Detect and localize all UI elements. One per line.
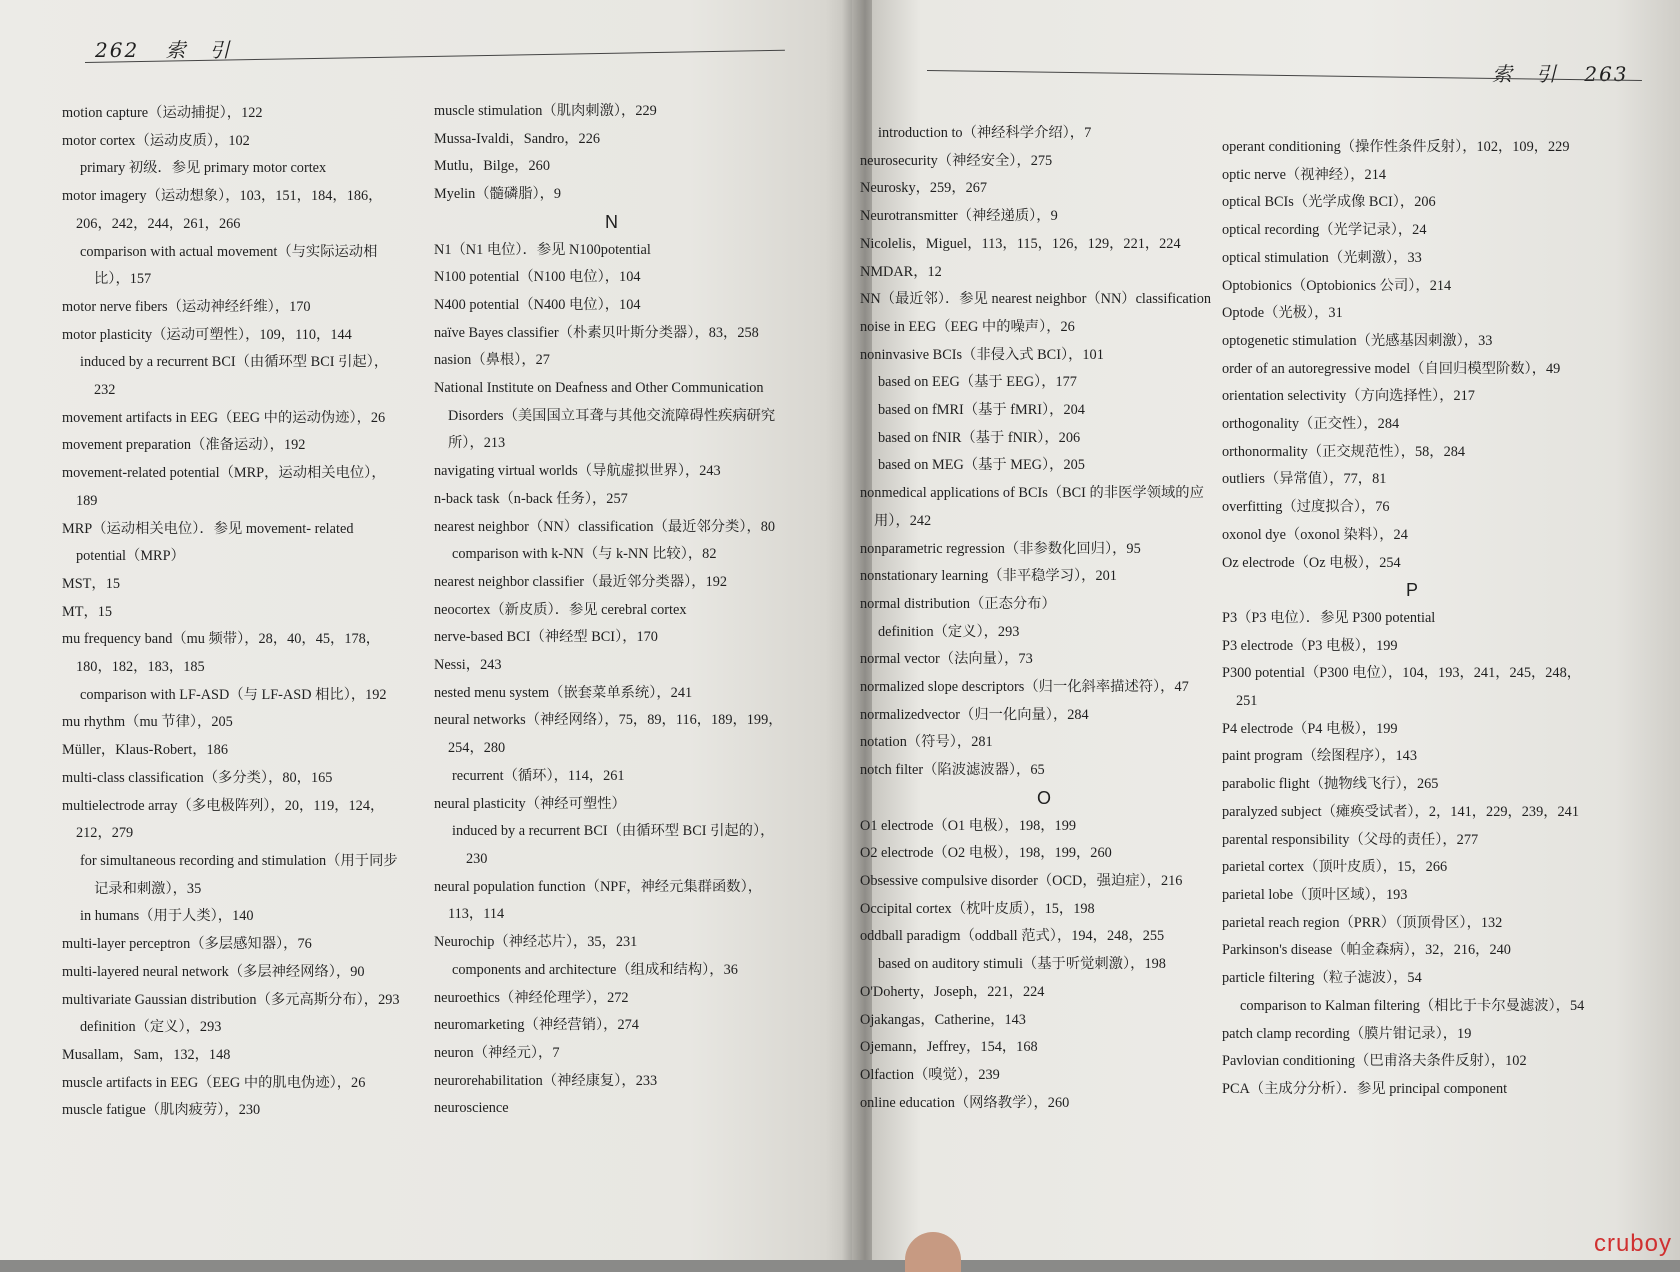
index-entry: navigating virtual worlds（导航虚拟世界），243 (434, 463, 721, 480)
index-entry: normal vector（法向量），73 (860, 651, 1033, 668)
index-entry: N1（N1 电位）．参见 N100potential (434, 241, 651, 258)
index-subentry: for simultaneous recording and stimulation（用于同步记录和刺激），35 (80, 852, 398, 897)
index-entry: motor cortex（运动皮质），102 (62, 132, 250, 149)
index-entry: muscle fatigue（肌肉疲劳），230 (62, 1102, 261, 1119)
right-page (860, 0, 1680, 1260)
index-entry: neuromarketing（神经营销），274 (434, 1017, 639, 1034)
watermark: cruboy (1593, 1230, 1672, 1257)
index-entry: Nessi，243 (434, 657, 502, 674)
index-entry: multi-class classification（多分类），80，165 (62, 769, 333, 786)
index-subentry: based on MEG（基于 MEG），205 (878, 457, 1085, 474)
left-column-2 (434, 98, 789, 1123)
index-entry: Ojakangas，Catherine，143 (860, 1011, 1026, 1028)
index-entry: paralyzed subject（瘫痪受试者），2，141，229，239，241 (1222, 803, 1579, 820)
index-entry: Pavlovian conditioning（巴甫洛夫条件反射），102 (1222, 1053, 1527, 1070)
index-entry: Myelin（髓磷脂），9 (434, 186, 562, 203)
index-entry: parental responsibility（父母的责任），277 (1222, 831, 1479, 848)
index-entry: movement-related potential（MRP，运动相关电位），189 (62, 465, 386, 509)
index-entry: nonstationary learning（非平稳学习），201 (860, 568, 1117, 585)
index-entry: normalizedvector（归一化向量），284 (860, 706, 1089, 723)
left-column-1 (62, 100, 407, 1125)
index-entry: neurosecurity（神经安全），275 (860, 152, 1053, 169)
index-entry: nonmedical applications of BCIs（BCI 的非医学领域的应用），242 (860, 485, 1204, 529)
index-entry: Optobionics（Optobionics 公司），214 (1222, 277, 1452, 294)
index-entry: NN（最近邻）．参见 nearest neighbor（NN）classification (860, 291, 1211, 308)
index-subentry: based on fMRI（基于 fMRI），204 (878, 402, 1085, 419)
index-entry: motion capture（运动捕捉），122 (62, 105, 263, 121)
index-entry: Neurotransmitter（神经递质），9 (860, 208, 1058, 225)
index-entry: overfitting（过度拟合），76 (1222, 499, 1390, 516)
index-entry: O'Doherty，Joseph，221，224 (860, 983, 1045, 1000)
index-entry: Optode（光极），31 (1222, 305, 1343, 322)
index-entry: MT，15 (62, 603, 113, 620)
index-entry: MST，15 (62, 575, 120, 592)
index-entry: mu frequency band（mu 频带），28，40，45，178，180，182，183，185 (62, 631, 381, 676)
index-entry: optical recording（光学记录），24 (1222, 222, 1427, 239)
index-entry: optogenetic stimulation（光感基因刺激），33 (1222, 332, 1493, 349)
index-entry: multielectrode array（多电极阵列），20，119，124，212，279 (62, 797, 385, 842)
index-entry: neuron（神经元），7 (434, 1044, 560, 1061)
index-entry: oxonol dye（oxonol 染料），24 (1222, 526, 1408, 543)
index-entry: Ojemann，Jeffrey，154，168 (860, 1039, 1038, 1056)
right-column-2 (1222, 134, 1602, 1104)
index-entry: neurorehabilitation（神经康复），233 (434, 1072, 658, 1089)
index-entry: Mutlu，Bilge，260 (434, 158, 550, 175)
index-entry: nested menu system（嵌套菜单系统），241 (434, 684, 693, 701)
index-subentry: definition（定义），293 (878, 623, 1020, 640)
index-subentry: components and architecture（组成和结构），36 (452, 961, 738, 978)
index-entry: PCA（主成分分析）．参见 principal component (1222, 1080, 1508, 1097)
index-entry: notch filter（陷波滤波器），65 (860, 762, 1045, 779)
index-subentry: in humans（用于人类），140 (80, 908, 254, 925)
index-entry: notation（符号），281 (860, 734, 993, 751)
index-entry: O1 electrode（O1 电极），198，199 (860, 817, 1077, 834)
index-entry: orthogonality（正交性），284 (1222, 416, 1400, 433)
letter-section-heading: O (1036, 787, 1051, 808)
index-subentry: introduction to（神经科学介绍），7 (878, 125, 1092, 141)
index-entry: P300 potential（P300 电位），104，193，241，245，248，251 (1222, 665, 1582, 710)
letter-section-heading: N (605, 211, 618, 232)
index-entry: NMDAR，12 (860, 263, 942, 280)
index-entry: n-back task（n-back 任务），257 (434, 490, 628, 507)
index-entry: nearest neighbor classifier（最近邻分类器），192 (434, 573, 728, 590)
index-entry: normalized slope descriptors（归一化斜率描述符），47 (860, 679, 1189, 696)
index-entry: multivariate Gaussian distribution（多元高斯分布），293 (62, 991, 400, 1008)
index-entry: Musallam，Sam，132，148 (62, 1046, 231, 1063)
index-entry: O2 electrode（O2 电极），198，199，260 (860, 845, 1112, 862)
index-entry: outliers（异常值），77，81 (1222, 471, 1387, 488)
letter-section-heading: P (1405, 580, 1418, 601)
index-entry: optical stimulation（光刺激），33 (1222, 249, 1422, 266)
index-entry: nonparametric regression（非参数化回归），95 (860, 540, 1141, 557)
index-entry: parabolic flight（抛物线飞行），265 (1222, 776, 1439, 793)
index-entry: neuroethics（神经伦理学），272 (434, 989, 629, 1006)
index-entry: patch clamp recording（膜片钳记录），19 (1222, 1025, 1472, 1042)
index-entry: Olfaction（嗅觉），239 (860, 1066, 1000, 1083)
right-header-title: 索 引 (1492, 62, 1558, 86)
right-column-1 (860, 120, 1228, 1117)
index-entry: mu rhythm（mu 节律），205 (62, 714, 233, 731)
index-entry: National Institute on Deafness and Other Communication Disorders（美国国立耳聋与其他交流障碍性疾病研究所），213 (434, 380, 776, 452)
index-entry: P3（P3 电位）．参见 P300 potential (1222, 609, 1436, 626)
index-entry: motor nerve fibers（运动神经纤维），170 (62, 298, 311, 315)
index-entry: multi-layered neural network（多层神经网络），90 (62, 963, 365, 980)
index-entry: noninvasive BCIs（非侵入式 BCI），101 (860, 346, 1104, 363)
index-entry: parietal cortex（顶叶皮质），15，266 (1222, 859, 1448, 876)
index-entry: Parkinson's disease（帕金森病），32，216，240 (1222, 942, 1511, 959)
index-entry: online education（网络教学），260 (860, 1094, 1070, 1111)
index-entry: orthonormality（正交规范性），58，284 (1222, 443, 1466, 460)
index-entry: movement artifacts in EEG（EEG 中的运动伪迹），26 (62, 409, 386, 426)
index-entry: neuroscience (434, 1100, 509, 1117)
index-entry: multi-layer perceptron（多层感知器），76 (62, 936, 312, 953)
index-entry: Occipital cortex（枕叶皮质），15，198 (860, 900, 1095, 917)
index-subentry: comparison with LF-ASD（与 LF-ASD 相比），192 (80, 686, 387, 703)
index-entry: particle filtering（粒子滤波），54 (1222, 970, 1422, 987)
index-entry: neural population function（NPF，神经元集群函数），113，114 (434, 878, 763, 923)
index-entry: normal distribution（正态分布） (860, 595, 1056, 612)
index-entry: nerve-based BCI（神经型 BCI），170 (434, 629, 658, 646)
index-entry: Müller，Klaus-Robert，186 (62, 742, 228, 759)
index-subentry: based on EEG（基于 EEG），177 (878, 374, 1077, 391)
index-entry: operant conditioning（操作性条件反射），102，109，229 (1222, 139, 1570, 155)
index-subentry: definition（定义），293 (80, 1019, 222, 1036)
index-subentry: comparison to Kalman filtering（相比于卡尔曼滤波），54 (1240, 997, 1585, 1014)
index-entry: nasion（鼻根），27 (434, 352, 550, 369)
index-entry: nearest neighbor（NN）classification（最近邻分类），80 (434, 518, 776, 535)
index-entry: parietal reach region（PRR）（顶顶骨区），132 (1222, 914, 1503, 931)
index-subentry: recurrent（循环），114，261 (452, 767, 625, 784)
index-entry: naïve Bayes classifier（朴素贝叶斯分类器），83，258 (434, 324, 759, 341)
index-subentry: comparison with k-NN（与 k-NN 比较），82 (452, 546, 717, 563)
index-entry: Neurosky，259，267 (860, 180, 988, 197)
index-entry: neural networks（神经网络），75，89，116，189，199，254，280 (434, 712, 783, 757)
left-header-title: 索 引 (165, 38, 232, 62)
index-entry: P4 electrode（P4 电极），199 (1222, 720, 1398, 737)
index-entry: order of an autoregressive model（自回归模型阶数），49 (1222, 360, 1561, 377)
index-entry: MRP（运动相关电位）．参见 movement- related potential（MRP） (62, 520, 354, 565)
index-entry: Nicolelis，Miguel，113，115，126，129，221，224 (860, 235, 1181, 252)
index-subentry: induced by a recurrent BCI（由循环型 BCI 引起），232 (80, 354, 389, 399)
left-running-head (95, 34, 232, 63)
index-entry: paint program（绘图程序），143 (1222, 748, 1417, 765)
index-entry: muscle artifacts in EEG（EEG 中的肌电伪迹），26 (62, 1074, 366, 1091)
index-entry: muscle stimulation（肌肉刺激），229 (434, 103, 657, 119)
index-subentry: primary 初级．参见 primary motor cortex (80, 160, 327, 177)
index-entry: P3 electrode（P3 电极），199 (1222, 637, 1398, 654)
index-entry: optic nerve（视神经），214 (1222, 166, 1386, 183)
left-page-number: 262 (95, 38, 140, 62)
index-subentry: induced by a recurrent BCI（由循环型 BCI 引起的），230 (452, 823, 775, 867)
index-entry: orientation selectivity（方向选择性），217 (1222, 388, 1475, 405)
index-entry: optical BCIs（光学成像 BCI），206 (1222, 194, 1436, 211)
right-running-head (1492, 58, 1629, 87)
index-entry: noise in EEG（EEG 中的噪声），26 (860, 318, 1075, 335)
index-entry: N400 potential（N400 电位），104 (434, 296, 641, 313)
index-entry: N100 potential（N100 电位），104 (434, 269, 641, 286)
index-subentry: based on fNIR（基于 fNIR），206 (878, 429, 1081, 446)
index-entry: Obsessive compulsive disorder（OCD，强迫症），216 (860, 872, 1183, 889)
index-entry: Mussa-Ivaldi，Sandro，226 (434, 130, 600, 147)
index-subentry: comparison with actual movement（与实际运动相比），157 (80, 243, 378, 288)
index-entry: neural plasticity（神经可塑性） (434, 795, 626, 812)
right-page-number: 263 (1584, 62, 1629, 86)
index-entry: motor imagery（运动想象），103，151，184，186，206，242，244，261，266 (62, 188, 383, 232)
index-entry: Neurochip（神经芯片），35，231 (434, 934, 638, 951)
index-entry: motor plasticity（运动可塑性），109，110，144 (62, 326, 352, 343)
index-entry: parietal lobe（顶叶区域），193 (1222, 886, 1408, 903)
index-entry: movement preparation（准备运动），192 (62, 437, 306, 454)
index-entry: oddball paradigm（oddball 范式），194，248，255 (860, 928, 1165, 945)
index-entry: neocortex（新皮质）．参见 cerebral cortex (434, 601, 687, 618)
index-subentry: based on auditory stimuli（基于听觉刺激），198 (878, 956, 1166, 973)
index-entry: Oz electrode（Oz 电极），254 (1222, 554, 1401, 571)
